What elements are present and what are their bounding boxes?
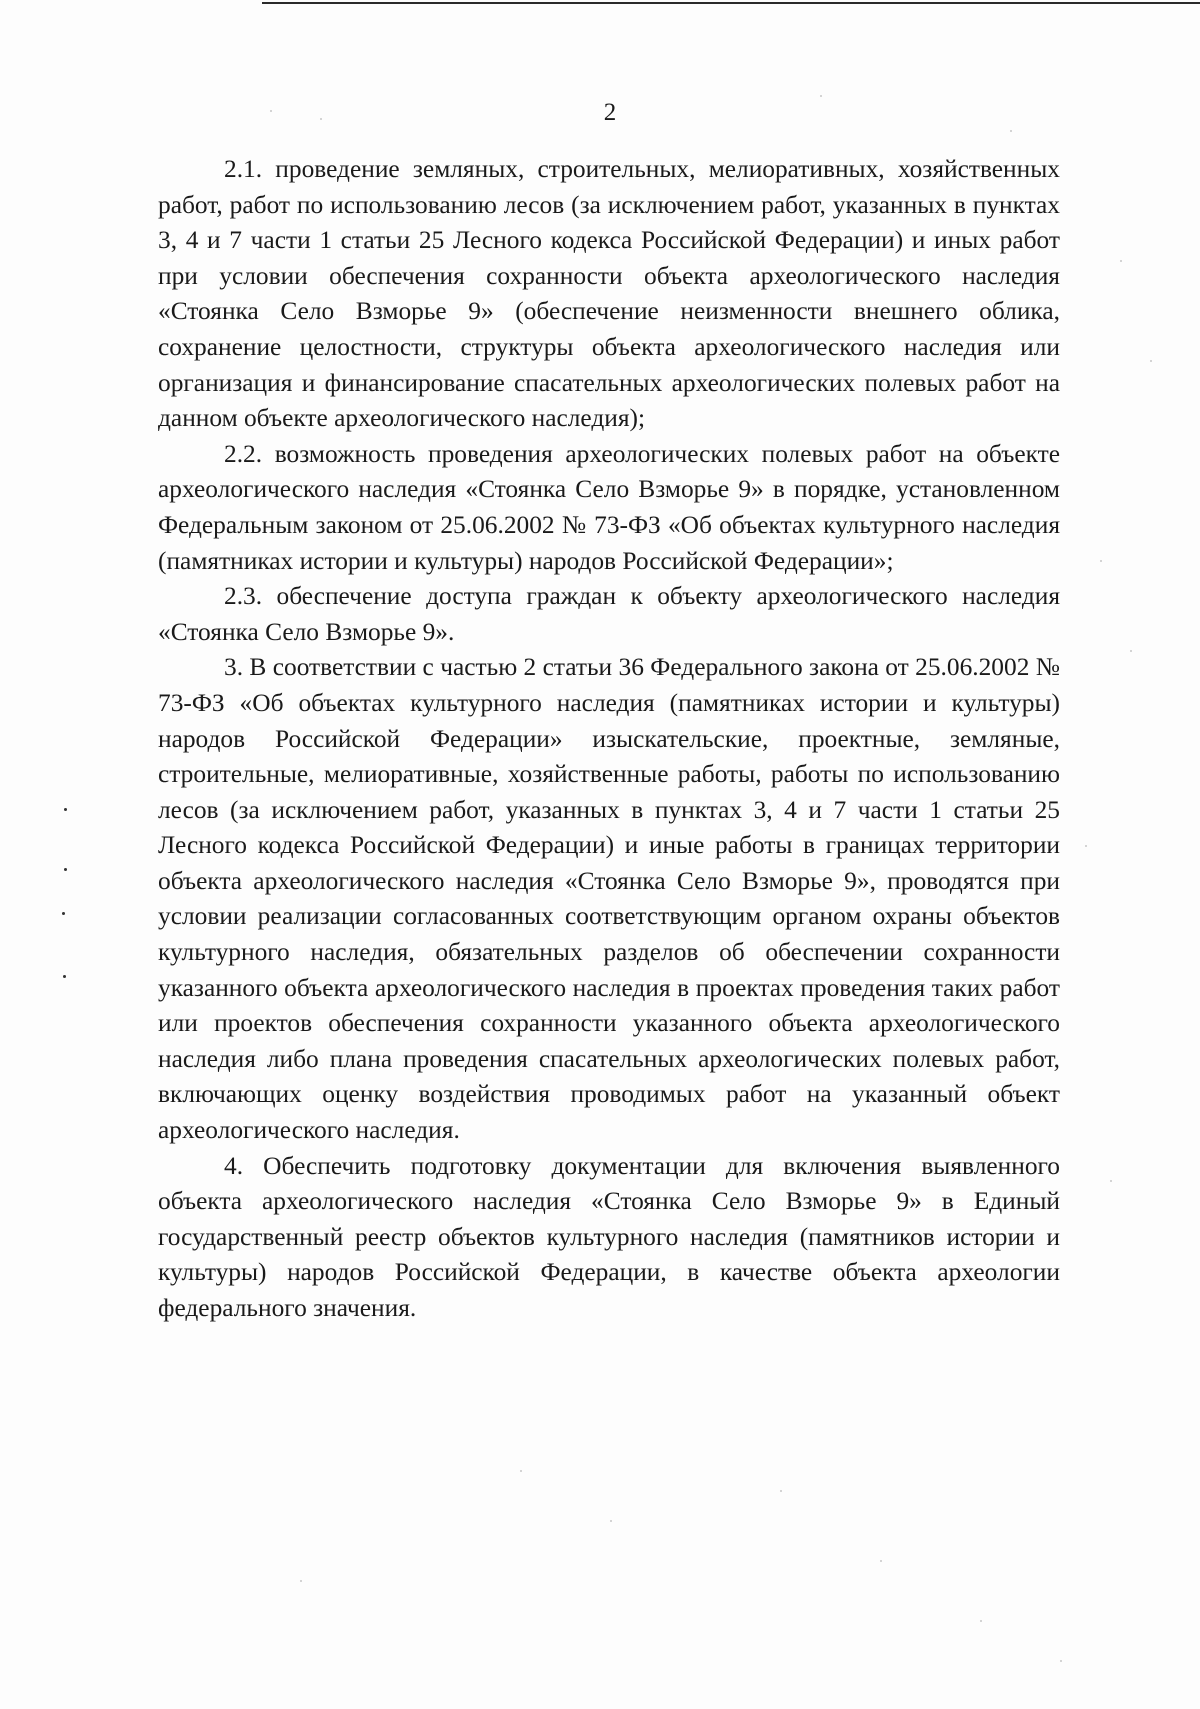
- scan-mark: [62, 912, 65, 915]
- scan-noise: [880, 1560, 882, 1562]
- scan-noise: [1100, 560, 1102, 562]
- scan-noise: [1085, 845, 1087, 847]
- paragraph-2-1: 2.1. проведение земляных, строительных, мелиоративных, хозяйственных работ, работ по использованию лесов (за исключением работ, указанных в пунктах 3, 4 и 7 части 1 статьи 25 Лесного кодекса Российской Федерации) и иных работ при условии обеспечения сохранности объекта археологического наследия «Стоянка Село Взморье 9» (обеспечение неизменности внешнего облика, сохранение целостности, структуры объекта археологического наследия или организация и финансирование спасательных археологических полевых работ на данном объекте археологического наследия);: [158, 155, 1060, 433]
- scan-noise: [1010, 130, 1012, 132]
- scan-noise: [1060, 1660, 1062, 1662]
- scan-noise: [780, 1490, 782, 1492]
- scan-noise: [320, 118, 322, 120]
- scan-noise: [980, 1620, 982, 1622]
- scan-mark: [64, 868, 67, 871]
- document-body: [158, 152, 1060, 1327]
- scan-noise: [820, 95, 822, 97]
- scan-noise: [1120, 260, 1122, 262]
- scan-noise: [610, 1520, 612, 1522]
- top-border-line: [262, 2, 1200, 4]
- paragraph-2-3: 2.3. обеспечение доступа граждан к объекту археологического наследия «Стоянка Село Взморье 9».: [158, 582, 1060, 646]
- scan-mark: [64, 808, 67, 811]
- scan-mark: [63, 975, 66, 978]
- page-number: 2: [603, 99, 617, 126]
- scan-noise: [520, 1470, 522, 1472]
- scan-noise: [1150, 360, 1152, 362]
- scan-noise: [270, 110, 272, 112]
- paragraph-2-2: 2.2. возможность проведения археологических полевых работ на объекте археологического наследия «Стоянка Село Взморье 9» в порядке, установленном Федеральным законом от 25.06.2002 № 73-ФЗ «Об объектах культурного наследия (памятниках истории и культуры) народов Российской Федерации»;: [158, 439, 1060, 575]
- scan-noise: [1130, 650, 1132, 652]
- paragraph-4: 4. Обеспечить подготовку документации для включения выявленного объекта археологического наследия «Стоянка Село Взморье 9» в Единый государственный реестр объектов культурного наследия (памятников истории и культуры) народов Российской Федерации, в качестве объекта археологии федерального значения.: [158, 1151, 1060, 1322]
- scan-noise: [300, 1580, 302, 1582]
- scan-noise: [1110, 1180, 1112, 1182]
- paragraph-3: 3. В соответствии с частью 2 статьи 36 Федерального закона от 25.06.2002 № 73-ФЗ «Об объектах культурного наследия (памятниках истории и культуры) народов Российской Федерации» изыскательские, проектные, земляные, строительные, мелиоративные, хозяйственные работы, работы по использованию лесов (за исключением работ, указанных в пунктах 3, 4 и 7 части 1 статьи 25 Лесного кодекса Российской Федерации) и иные работы в границах территории объекта археологического наследия «Стоянка Село Взморье 9», проводятся при условии реализации согласованных соответствующим органом охраны объектов культурного наследия, обязательных разделов об обеспечении сохранности указанного объекта археологического наследия в проектах проведения таких работ или проектов обеспечения сохранности указанного объекта археологического наследия либо плана проведения спасательных археологических полевых работ, включающих оценку воздействия проводимых работ на указанный объект археологического наследия.: [158, 653, 1060, 1145]
